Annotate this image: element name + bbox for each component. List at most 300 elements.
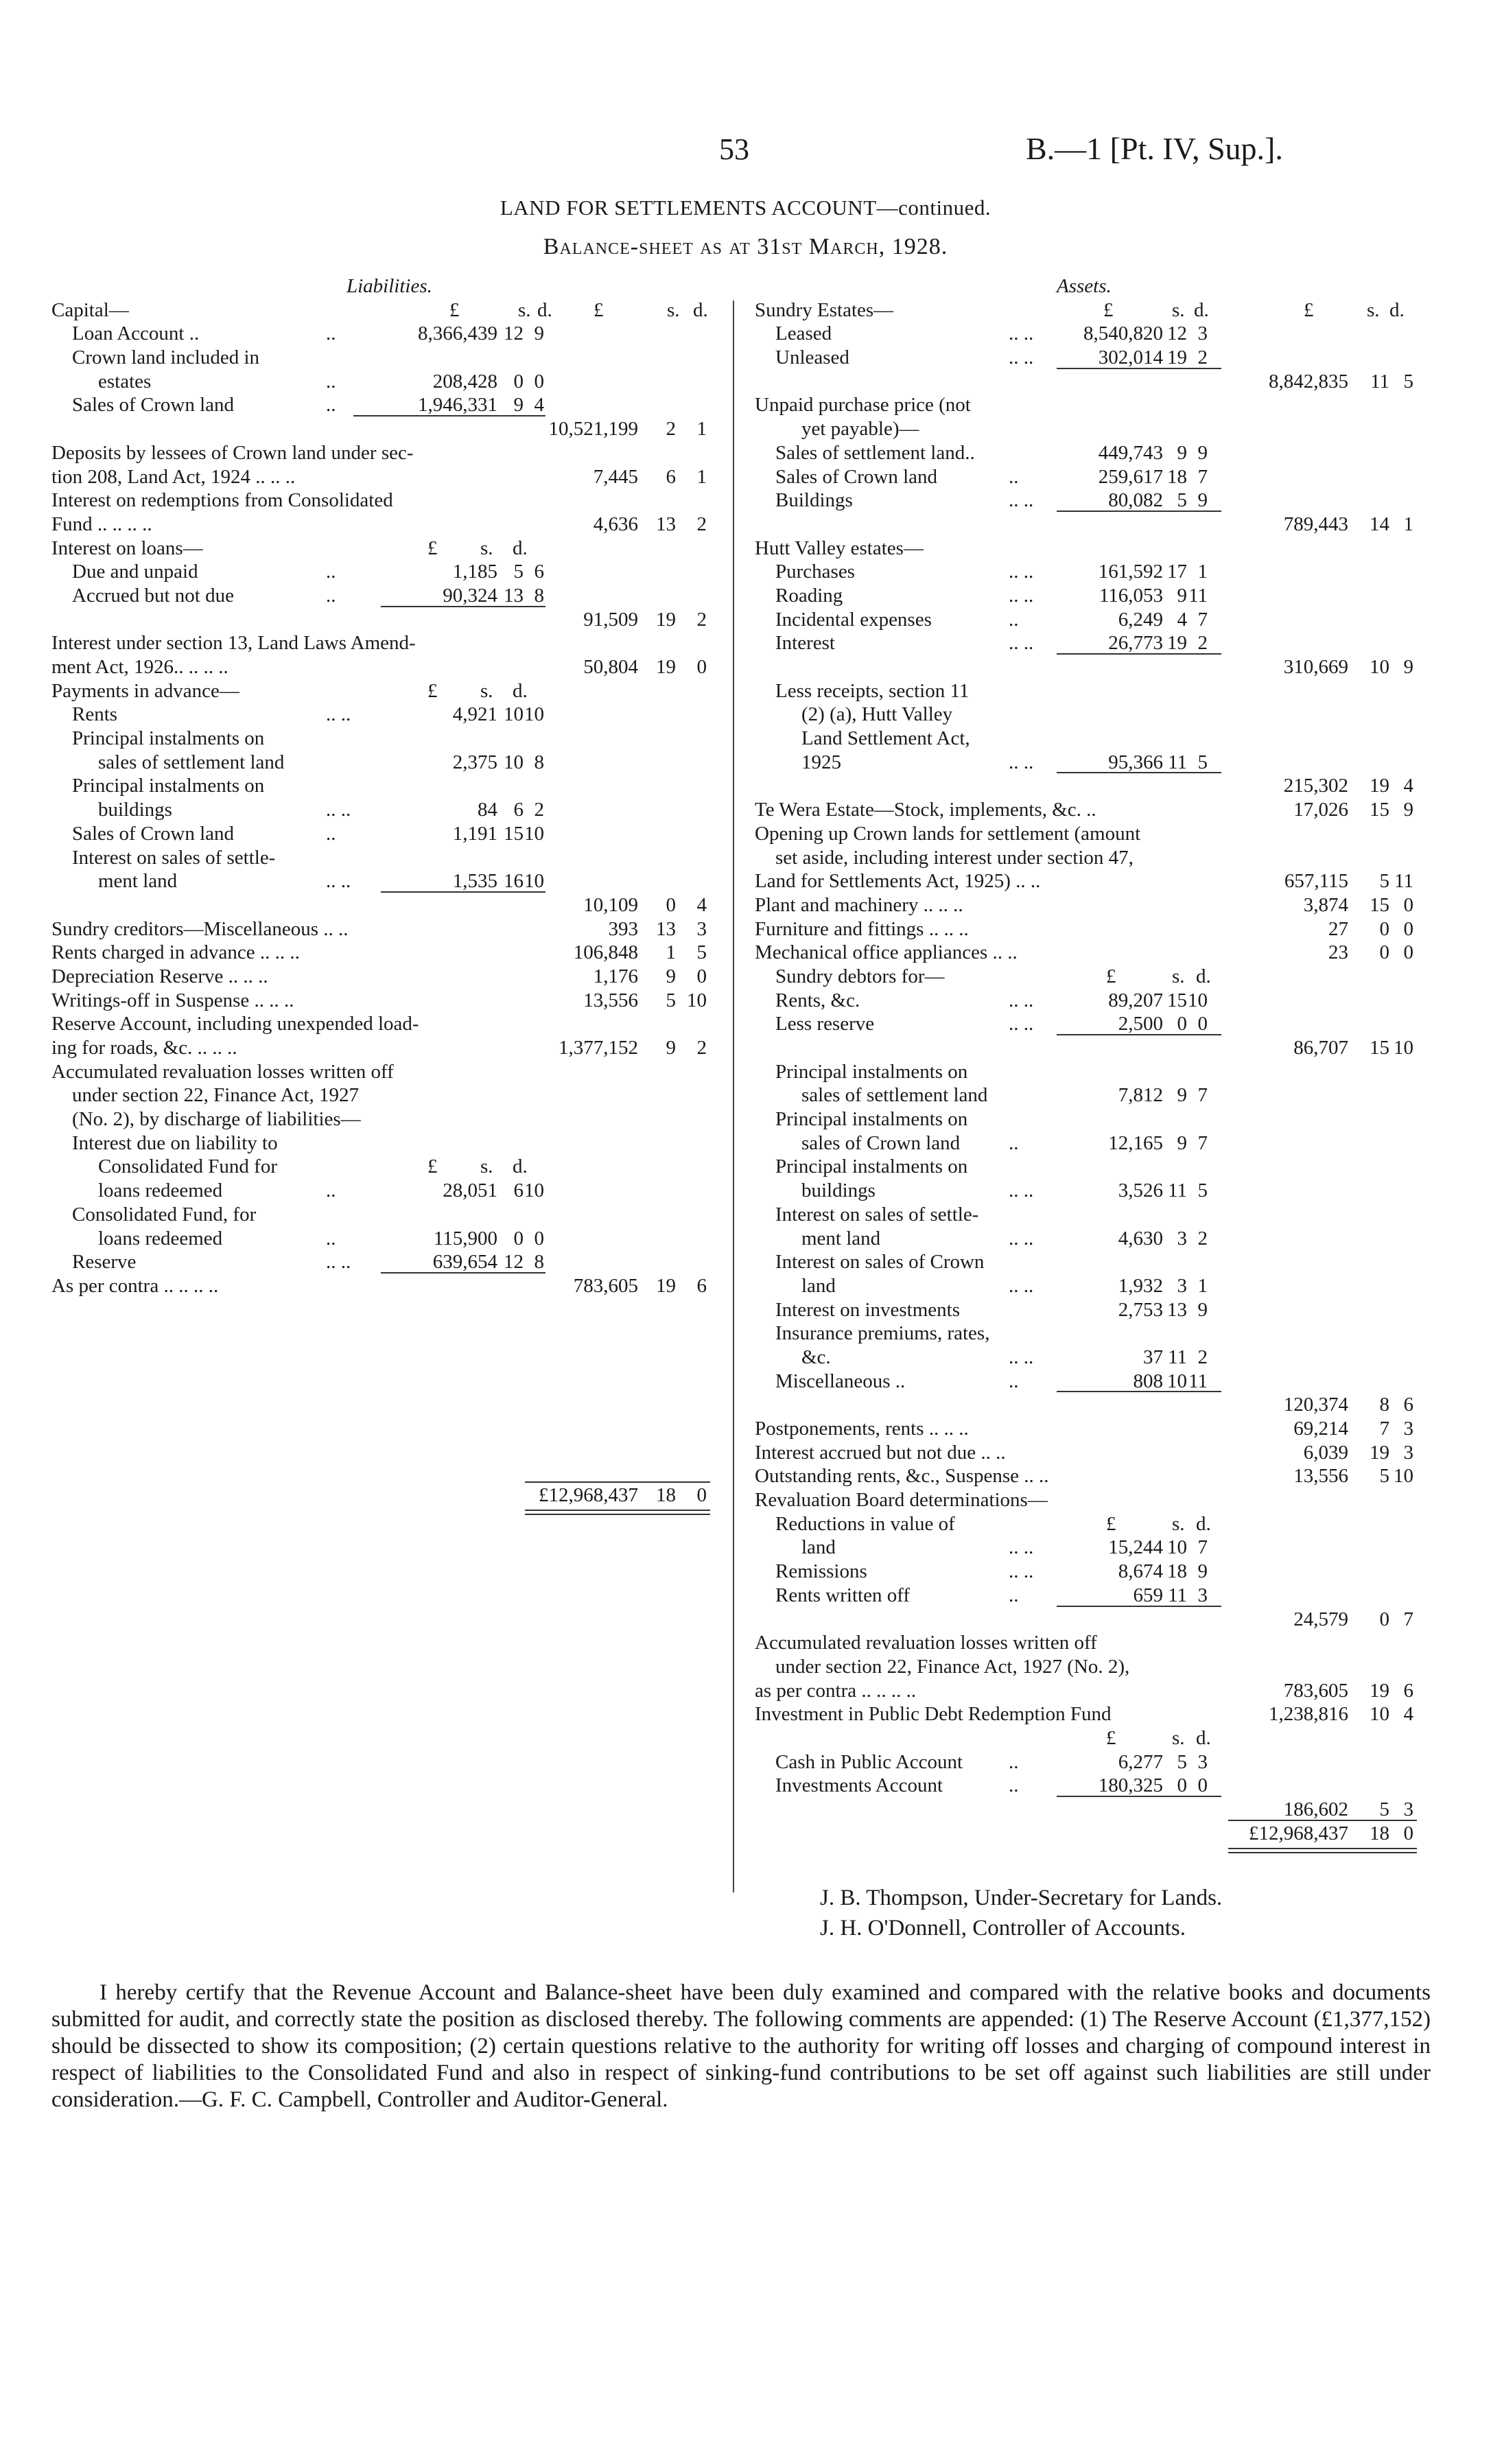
- assets-cell: .. ..: [1009, 1013, 1034, 1035]
- assets-cell: ..: [1009, 465, 1019, 488]
- liabilities-cell: 10: [504, 703, 524, 726]
- assets-cell: 3: [1403, 1798, 1413, 1820]
- liabilities-cell: ..: [326, 584, 336, 607]
- assets-cell: 1: [1197, 1274, 1208, 1297]
- assets-cell: Mechanical office appliances .. ..: [755, 941, 1018, 964]
- assets-row: [755, 513, 1441, 537]
- assets-cell: 302,014: [1098, 347, 1163, 369]
- assets-cell: 1: [1197, 561, 1208, 583]
- liabilities-cell: 2: [534, 799, 544, 821]
- liabilities-row: [51, 1083, 720, 1107]
- liabilities-cell: 1,191: [452, 822, 497, 845]
- assets-cell: 8,540,820: [1083, 322, 1163, 345]
- assets-cell: 15,244: [1108, 1536, 1163, 1559]
- liabilities-row: [51, 370, 720, 394]
- assets-cell: 6,039: [1303, 1441, 1348, 1464]
- subtotal-rule: [1057, 653, 1221, 655]
- liabilities-cell: 13: [656, 513, 676, 535]
- assets-row: [755, 1250, 1441, 1274]
- liabilities-cell: 2,375: [452, 751, 497, 773]
- liabilities-cell: 6: [513, 799, 524, 821]
- assets-row: [755, 1155, 1441, 1179]
- liabilities-cell: 1,377,152: [559, 1037, 638, 1059]
- subtotal-rule: [381, 1272, 545, 1274]
- assets-row: [755, 1274, 1441, 1298]
- liabilities-cell: d.: [537, 298, 552, 321]
- liabilities-cell: Due and unpaid: [72, 561, 198, 583]
- liabilities-cell: 4,921: [452, 703, 497, 726]
- assets-cell: (2) (a), Hutt Valley: [801, 703, 953, 726]
- assets-cell: Principal instalments on: [775, 1155, 968, 1178]
- assets-cell: 657,115: [1284, 870, 1348, 893]
- assets-cell: 3: [1197, 1750, 1208, 1773]
- assets-cell: 1,238,816: [1269, 1703, 1348, 1726]
- liabilities-cell: .. ..: [326, 870, 351, 893]
- liabilities-cell: Consolidated Fund for: [98, 1155, 277, 1178]
- liabilities-row: [51, 822, 720, 846]
- assets-row: [755, 1346, 1441, 1370]
- assets-cell: land: [801, 1274, 836, 1297]
- assets-row: [755, 298, 1441, 322]
- liabilities-cell: d.: [693, 298, 708, 321]
- assets-cell: 2,500: [1118, 1013, 1163, 1035]
- assets-cell: ..: [1009, 1131, 1019, 1154]
- liabilities-cell: 1: [666, 941, 676, 964]
- liabilities-row: [51, 1483, 720, 1507]
- assets-row: [755, 1441, 1441, 1465]
- assets-cell: s.: [1367, 298, 1380, 321]
- total-double-rule: [525, 1510, 710, 1515]
- assets-cell: 12,165: [1108, 1131, 1163, 1154]
- assets-cell: .. ..: [1009, 1180, 1034, 1202]
- assets-cell: 69,214: [1293, 1418, 1348, 1440]
- assets-cell: 19: [1370, 1679, 1389, 1702]
- assets-row: [755, 1370, 1441, 1394]
- assets-row: [755, 1512, 1441, 1536]
- liabilities-cell: Sundry creditors—Miscellaneous .. ..: [51, 917, 349, 940]
- liabilities-row: [51, 1131, 720, 1155]
- liabilities-cell: 19: [656, 1274, 676, 1297]
- assets-cell: 13: [1167, 1298, 1187, 1321]
- assets-cell: s.: [1172, 965, 1185, 987]
- liabilities-cell: 10: [504, 751, 524, 773]
- liabilities-cell: 0: [534, 1227, 544, 1249]
- assets-cell: Roading: [775, 584, 843, 607]
- assets-row: [755, 1679, 1441, 1703]
- assets-cell: Incidental expenses: [775, 608, 932, 631]
- assets-cell: 15: [1370, 893, 1389, 916]
- assets-cell: 2: [1197, 1346, 1208, 1368]
- assets-cell: 13,556: [1293, 1465, 1348, 1488]
- liabilities-cell: ..: [326, 561, 336, 583]
- liabilities-row: [51, 322, 720, 346]
- liabilities-cell: Accumulated revaluation losses written off: [51, 1060, 394, 1083]
- assets-cell: .. ..: [1009, 489, 1034, 512]
- assets-cell: d.: [1196, 965, 1211, 987]
- assets-cell: Investment in Public Debt Redemption Fund: [755, 1703, 1112, 1726]
- liabilities-cell: 0: [696, 965, 707, 987]
- assets-cell: £: [1106, 965, 1116, 987]
- assets-cell: Reductions in value of: [775, 1512, 955, 1535]
- liabilities-row: [51, 965, 720, 989]
- assets-cell: 18: [1370, 1822, 1389, 1844]
- assets-cell: 14: [1370, 513, 1389, 535]
- assets-cell: .. ..: [1009, 322, 1034, 345]
- liabilities-row: [51, 1060, 720, 1084]
- assets-cell: 37: [1143, 1346, 1163, 1368]
- liabilities-cell: 5: [666, 989, 676, 1011]
- assets-cell: Hutt Valley estates—: [755, 537, 924, 559]
- assets-cell: Land for Settlements Act, 1925) .. ..: [755, 870, 1041, 893]
- assets-cell: 10: [1394, 1037, 1413, 1059]
- assets-row: [755, 1536, 1441, 1560]
- liabilities-cell: 10,521,199: [548, 418, 638, 441]
- liabilities-cell: Interest on sales of settle-: [72, 846, 276, 869]
- assets-row: [755, 1012, 1441, 1036]
- liabilities-cell: 1: [696, 418, 707, 441]
- liabilities-cell: 9: [666, 1037, 676, 1059]
- assets-cell: 789,443: [1283, 513, 1348, 535]
- subtotal-rule: [381, 606, 545, 607]
- subtotal-rule: [1057, 1606, 1221, 1607]
- assets-cell: buildings: [801, 1180, 876, 1202]
- total-double-rule: [1228, 1848, 1417, 1853]
- liabilities-cell: 28,051: [443, 1180, 497, 1202]
- assets-row: [755, 1083, 1441, 1107]
- assets-cell: d.: [1389, 298, 1405, 321]
- assets-cell: 9: [1403, 799, 1413, 821]
- assets-cell: 0: [1177, 1013, 1187, 1035]
- assets-cell: s.: [1172, 1726, 1185, 1749]
- assets-cell: land: [801, 1536, 836, 1559]
- assets-row: [755, 679, 1441, 703]
- liabilities-cell: 106,848: [573, 941, 638, 964]
- liabilities-cell: 10: [524, 1180, 544, 1202]
- assets-cell: 5: [1197, 751, 1208, 773]
- assets-row: [755, 1702, 1441, 1726]
- assets-cell: 3: [1177, 1227, 1187, 1249]
- liabilities-cell: Interest on loans—: [51, 537, 203, 559]
- liabilities-cell: 10: [524, 870, 544, 893]
- assets-cell: s.: [1172, 1512, 1185, 1535]
- assets-cell: 0: [1177, 1774, 1187, 1797]
- assets-cell: 3: [1403, 1418, 1413, 1440]
- liabilities-cell: ..: [326, 394, 336, 416]
- liabilities-cell: 3: [696, 917, 707, 940]
- assets-row: [755, 417, 1441, 441]
- liabilities-row: [51, 1179, 720, 1203]
- liabilities-cell: Accrued but not due: [72, 584, 234, 607]
- liabilities-cell: 91,509: [583, 608, 638, 631]
- assets-cell: 9: [1177, 584, 1187, 607]
- liabilities-cell: 1,185: [452, 561, 497, 583]
- assets-row: [755, 1464, 1441, 1488]
- liabilities-cell: Reserve: [72, 1251, 137, 1274]
- assets-cell: 310,669: [1283, 656, 1348, 678]
- assets-cell: Rents written off: [775, 1584, 910, 1606]
- assets-cell: Furniture and fittings .. .. ..: [755, 917, 969, 940]
- assets-cell: &c.: [801, 1346, 831, 1368]
- assets-row: [755, 1060, 1441, 1084]
- assets-row: [755, 1131, 1441, 1155]
- subtotal-rule: [1057, 772, 1221, 773]
- assets-row: [755, 1584, 1441, 1608]
- liabilities-row: [51, 751, 720, 775]
- assets-cell: 2: [1197, 632, 1208, 655]
- assets-cell: Revaluation Board determinations—: [755, 1489, 1048, 1512]
- liabilities-cell: Consolidated Fund, for: [72, 1203, 257, 1225]
- liabilities-cell: Deposits by lessees of Crown land under sec-: [51, 441, 414, 464]
- assets-cell: 259,617: [1098, 465, 1163, 488]
- liabilities-cell: under section 22, Finance Act, 1927: [72, 1084, 359, 1107]
- assets-cell: 8,674: [1118, 1560, 1163, 1583]
- liabilities-row: [51, 465, 720, 489]
- liabilities-row: [51, 798, 720, 822]
- liabilities-cell: 13: [656, 917, 676, 940]
- liabilities-row: [51, 1203, 720, 1227]
- assets-cell: 11: [1394, 870, 1413, 893]
- assets-row: [755, 1298, 1441, 1322]
- liabilities-cell: loans redeemed: [98, 1227, 223, 1249]
- assets-cell: 2,753: [1118, 1298, 1163, 1321]
- liabilities-row: [51, 417, 720, 441]
- liabilities-column: [51, 274, 720, 1507]
- assets-cell: sales of settlement land: [801, 1084, 988, 1107]
- assets-cell: .. ..: [1009, 584, 1034, 607]
- assets-cell: 0: [1403, 893, 1413, 916]
- liabilities-cell: 0: [534, 370, 544, 392]
- liabilities-cell: 6: [696, 1274, 707, 1297]
- assets-row: [755, 1322, 1441, 1346]
- assets-cell: 0: [1403, 917, 1413, 940]
- assets-cell: Accumulated revaluation losses written off: [755, 1632, 1097, 1654]
- assets-cell: ..: [1009, 1370, 1019, 1392]
- audit-certificate: [51, 1980, 1431, 2113]
- subtotal-rule: [1057, 1796, 1221, 1797]
- assets-cell: 9: [1197, 1560, 1208, 1583]
- assets-cell: 9: [1177, 1084, 1187, 1107]
- assets-cell: 7: [1197, 1084, 1208, 1107]
- liabilities-cell: estates: [98, 370, 152, 392]
- assets-cell: 18: [1167, 1560, 1187, 1583]
- assets-row: [755, 465, 1441, 489]
- liabilities-cell: 1,946,331: [418, 394, 497, 416]
- liabilities-cell: 5: [513, 561, 524, 583]
- liabilities-cell: 8: [534, 584, 544, 607]
- assets-cell: .. ..: [1009, 561, 1034, 583]
- assets-cell: 4: [1403, 1703, 1413, 1726]
- assets-row: [755, 655, 1441, 679]
- liabilities-cell: ment land: [98, 870, 178, 893]
- liabilities-cell: Interest on redemptions from Consolidated: [51, 489, 393, 512]
- liabilities-cell: Principal instalments on: [72, 775, 265, 797]
- liabilities-cell: d.: [513, 679, 528, 702]
- document-title: LAND FOR SETTLEMENTS ACCOUNT—continued.: [500, 196, 991, 220]
- assets-cell: Postponements, rents .. .. ..: [755, 1418, 969, 1440]
- assets-row: [755, 441, 1441, 465]
- liabilities-cell: Rents: [72, 703, 118, 726]
- assets-row: [755, 893, 1441, 917]
- assets-cell: d.: [1194, 298, 1209, 321]
- assets-cell: Interest accrued but not due .. ..: [755, 1441, 1006, 1464]
- assets-cell: 19: [1167, 632, 1187, 655]
- assets-row: [755, 393, 1441, 417]
- liabilities-cell: Principal instalments on: [72, 727, 265, 750]
- assets-cell: 18: [1167, 465, 1187, 488]
- assets-cell: 17: [1167, 561, 1187, 583]
- assets-cell: 161,592: [1098, 561, 1163, 583]
- liabilities-cell: Rents charged in advance .. .. ..: [51, 941, 300, 964]
- assets-row: [755, 322, 1441, 346]
- assets-cell: ..: [1009, 1750, 1019, 1773]
- liabilities-cell: 90,324: [443, 584, 497, 607]
- liabilities-cell: 13: [504, 584, 524, 607]
- assets-cell: 5: [1403, 370, 1413, 392]
- liabilities-cell: Payments in advance—: [51, 679, 239, 702]
- assets-cell: £: [1304, 298, 1314, 321]
- assets-cell: 86,707: [1293, 1037, 1348, 1059]
- assets-row: [755, 1655, 1441, 1679]
- liabilities-cell: 8,366,439: [418, 322, 497, 345]
- assets-cell: 186,602: [1283, 1798, 1348, 1820]
- liabilities-cell: Writings-off in Suspense .. .. ..: [51, 989, 294, 1011]
- liabilities-cell: s.: [518, 298, 531, 321]
- assets-row: [755, 537, 1441, 561]
- assets-cell: .. ..: [1009, 1274, 1034, 1297]
- assets-cell: 0: [1379, 1608, 1389, 1630]
- liabilities-row: [51, 608, 720, 632]
- assets-cell: 10: [1394, 1465, 1413, 1488]
- liabilities-cell: 15: [504, 822, 524, 845]
- assets-cell: Land Settlement Act,: [801, 727, 970, 750]
- assets-cell: £: [1106, 1512, 1116, 1535]
- liabilities-row: [51, 893, 720, 917]
- assets-cell: sales of Crown land: [801, 1131, 961, 1154]
- assets-cell: Interest on investments: [775, 1298, 961, 1321]
- assets-row: [755, 1417, 1441, 1441]
- liabilities-cell: d.: [513, 1155, 528, 1178]
- assets-cell: 15: [1167, 989, 1187, 1011]
- assets-cell: 0: [1379, 917, 1389, 940]
- assets-row: [755, 1560, 1441, 1584]
- assets-row: [755, 1036, 1441, 1060]
- liabilities-row: [51, 489, 720, 513]
- liabilities-cell: 9: [666, 965, 676, 987]
- assets-cell: 89,207: [1108, 989, 1163, 1011]
- liabilities-cell: 8: [534, 751, 544, 773]
- assets-cell: 116,053: [1099, 584, 1163, 607]
- assets-cell: .. ..: [1009, 989, 1034, 1011]
- liabilities-cell: Crown land included in: [72, 347, 260, 369]
- assets-cell: .. ..: [1009, 1536, 1034, 1559]
- liabilities-row: [51, 631, 720, 655]
- assets-cell: ment land: [801, 1227, 881, 1249]
- assets-cell: .. ..: [1009, 751, 1034, 773]
- liabilities-cell: 0: [696, 1483, 707, 1506]
- assets-cell: 8,842,835: [1269, 370, 1348, 392]
- assets-cell: Unleased: [775, 347, 849, 369]
- liabilities-row: [51, 1107, 720, 1131]
- liabilities-cell: s.: [480, 679, 493, 702]
- liabilities-cell: Sales of Crown land: [72, 822, 234, 845]
- liabilities-row: [51, 560, 720, 584]
- liabilities-cell: 7,445: [593, 465, 638, 488]
- assets-cell: Investments Account: [775, 1774, 943, 1797]
- assets-row: [755, 489, 1441, 513]
- liabilities-cell: sales of settlement land: [98, 751, 285, 773]
- liabilities-cell: 1,176: [593, 965, 638, 987]
- assets-cell: Miscellaneous ..: [775, 1370, 906, 1392]
- assets-cell: Rents, &c.: [775, 989, 860, 1011]
- certificate-text: I hereby certify that the Revenue Account and Balance-sheet have been duly examined and compared with the relative books and documents submitted for audit, and correctly state the position as disclosed thereby. The following comments are appended: (1) The Reserve Account (£1,377,152) should be dissected to show its composition; (2) certain questions relative to the authority for writing off losses and charging of compound interest in respect of liabilities to the Consolidated Fund and also in respect of sinking-fund contributions to be set off against such liabilities are still under consideration.—G. F. C. Campbell, Controller and Auditor-General.: [51, 1980, 1431, 2112]
- liabilities-cell: 639,654: [432, 1251, 497, 1274]
- liabilities-cell: .. ..: [326, 703, 351, 726]
- liabilities-row: [51, 1155, 720, 1179]
- assets-cell: Sales of settlement land..: [775, 441, 975, 464]
- liabilities-cell: Sales of Crown land: [72, 394, 234, 416]
- liabilities-cell: 6: [666, 465, 676, 488]
- assets-cell: 7: [1197, 1536, 1208, 1559]
- assets-cell: s.: [1172, 298, 1185, 321]
- liabilities-cell: 12: [504, 1251, 524, 1274]
- assets-cell: 3,874: [1303, 893, 1348, 916]
- liabilities-cell: 18: [656, 1483, 676, 1506]
- liabilities-cell: 2: [696, 608, 707, 631]
- assets-cell: 10: [1167, 1370, 1187, 1392]
- liabilities-row: [51, 584, 720, 608]
- liabilities-cell: loans redeemed: [98, 1180, 223, 1202]
- assets-cell: .. ..: [1009, 347, 1034, 369]
- liabilities-cell: s.: [667, 298, 680, 321]
- assets-cell: 17,026: [1293, 799, 1348, 821]
- liabilities-cell: s.: [480, 537, 493, 559]
- assets-cell: Remissions: [775, 1560, 867, 1583]
- liabilities-row: [51, 298, 720, 322]
- assets-cell: as per contra .. .. .. ..: [755, 1679, 917, 1702]
- liabilities-cell: Interest under section 13, Land Laws Amend-: [51, 632, 416, 655]
- liabilities-cell: 50,804: [583, 656, 638, 678]
- liabilities-cell: Fund .. .. .. ..: [51, 513, 152, 535]
- liabilities-row: [51, 917, 720, 941]
- liabilities-cell: 84: [478, 799, 497, 821]
- assets-row: [755, 989, 1441, 1013]
- assets-cell: 449,743: [1098, 441, 1163, 464]
- assets-cell: Plant and machinery .. .. ..: [755, 893, 963, 916]
- assets-cell: 3: [1197, 322, 1208, 345]
- assets-row: [755, 1774, 1441, 1798]
- subtotal-rule: [525, 1481, 710, 1483]
- liabilities-cell: 208,428: [432, 370, 497, 392]
- liabilities-cell: 13,556: [583, 989, 638, 1011]
- assets-cell: 6,249: [1118, 608, 1163, 631]
- liabilities-cell: tion 208, Land Act, 1924 .. .. ..: [51, 465, 296, 488]
- assets-heading: Assets.: [1057, 275, 1112, 297]
- assets-row: [755, 965, 1441, 989]
- assets-cell: .. ..: [1009, 1560, 1034, 1583]
- assets-cell: 19: [1370, 1441, 1389, 1464]
- page-number: 53: [719, 132, 749, 166]
- liabilities-cell: 2: [666, 418, 676, 441]
- assets-cell: Interest on sales of settle-: [775, 1203, 979, 1225]
- assets-cell: 19: [1167, 347, 1187, 369]
- liabilities-row: [51, 393, 720, 417]
- assets-cell: 659: [1133, 1584, 1163, 1606]
- liabilities-row: [51, 727, 720, 751]
- assets-row: [755, 1393, 1441, 1417]
- liabilities-cell: 2: [696, 1037, 707, 1059]
- assets-cell: Less reserve: [775, 1013, 875, 1035]
- assets-cell: Sundry Estates—: [755, 298, 894, 321]
